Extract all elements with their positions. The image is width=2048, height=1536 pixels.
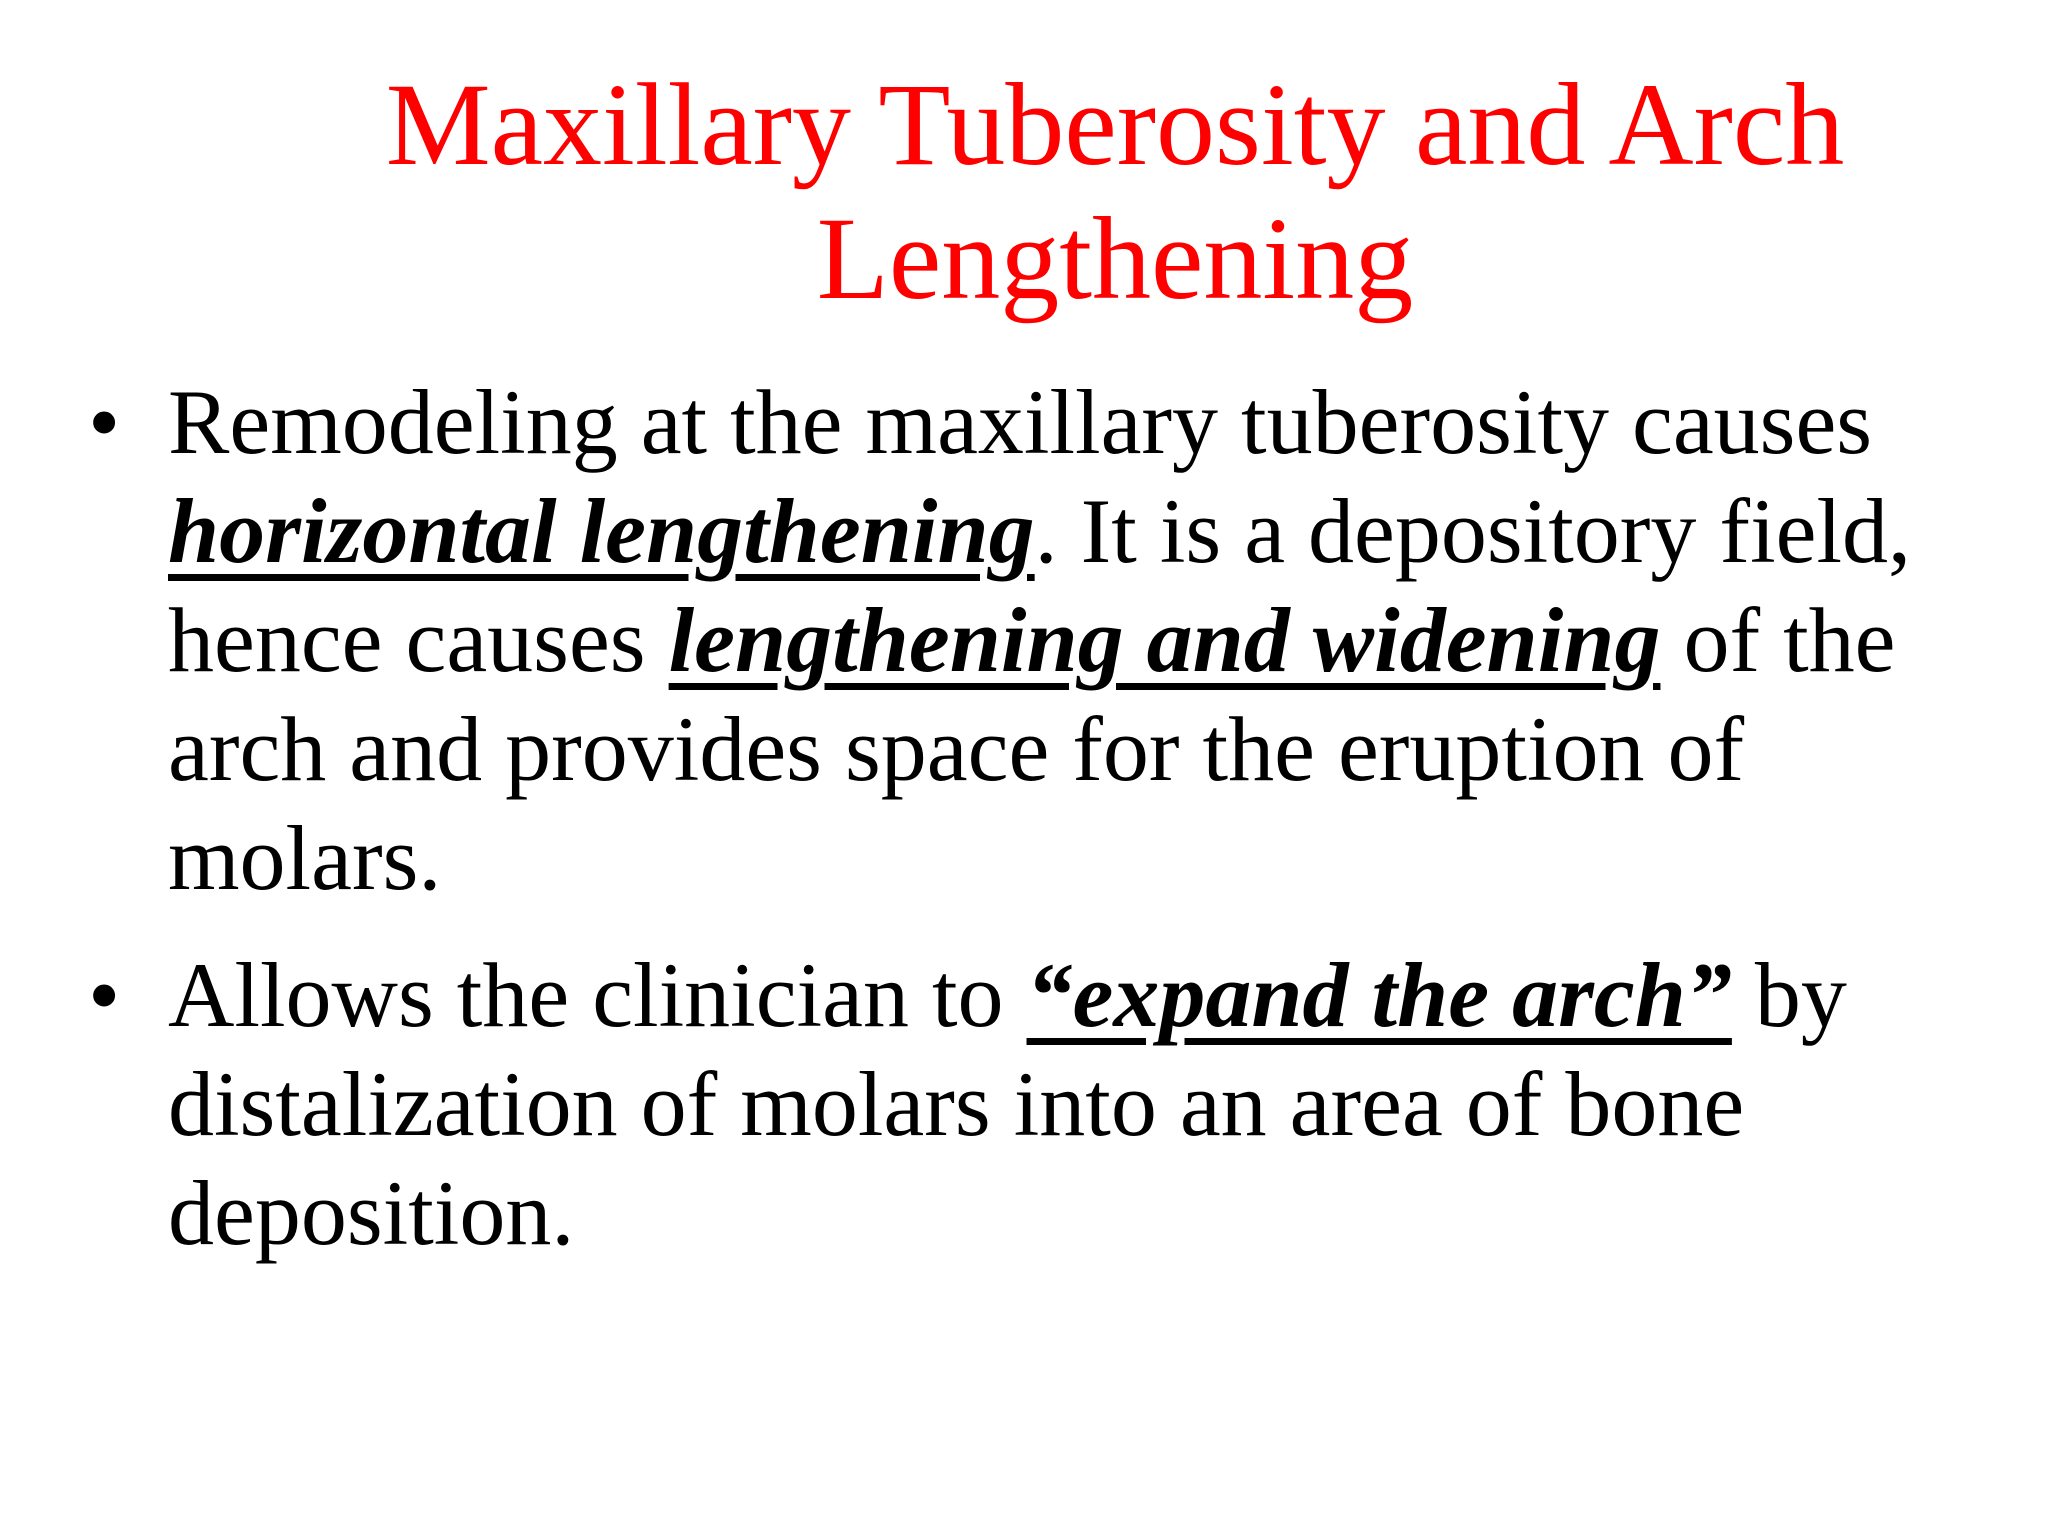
bullet-1-text-2: . It is a depository field, hence causes <box>168 480 1912 691</box>
bullet-2-text-2: by distalization of molars into an area of bone deposition. <box>168 944 1847 1264</box>
bullet-list <box>80 368 1980 1268</box>
bullet-item-2 <box>80 941 1980 1268</box>
bullet-item-1 <box>80 368 1980 913</box>
bullet-1-text-3: of the arch and provides space for the eruption of molars. <box>168 589 1896 909</box>
bullet-2-emphasis-1: “expand the arch” <box>1026 944 1732 1046</box>
bullet-1-text-1: Remodeling at the maxillary tuberosity causes <box>168 371 1873 473</box>
bullet-icon: • <box>88 944 121 1046</box>
title-line-1: Maxillary Tuberosity and Arch <box>385 59 1845 190</box>
title-line-2: Lengthening <box>816 193 1414 324</box>
bullet-1-emphasis-1: horizontal lengthening <box>168 480 1035 582</box>
bullet-1-emphasis-2: lengthening and widening <box>668 589 1661 691</box>
slide-title <box>330 58 1900 326</box>
bullet-icon: • <box>88 371 121 473</box>
bullet-2-text-1: Allows the clinician to <box>168 944 1027 1046</box>
